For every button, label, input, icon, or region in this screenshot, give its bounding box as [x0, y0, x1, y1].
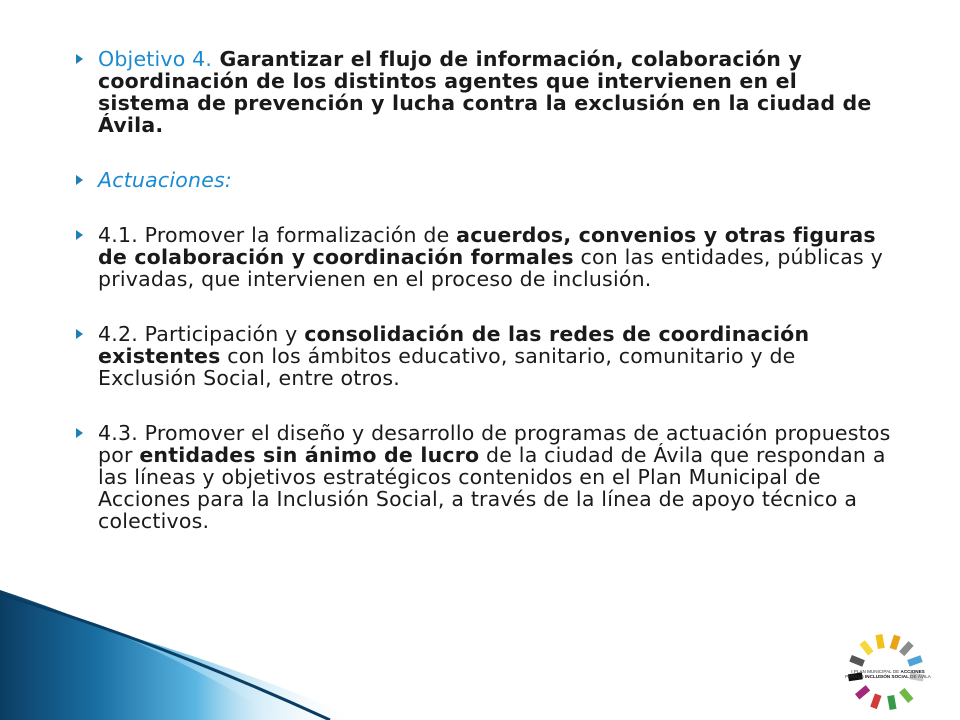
decorative-swoosh: [0, 590, 960, 720]
bullet-arrow-icon: [76, 54, 83, 64]
action-item-4-3: [74, 422, 894, 532]
action-item-4-2: [74, 323, 894, 389]
action-bold: acuerdos, convenios y otras figuras de colaboración y coordinación formales: [98, 223, 876, 269]
bullet-arrow-icon: [76, 230, 83, 240]
bullet-arrow-icon: [76, 175, 83, 185]
action-item-4-1: [74, 224, 894, 290]
objective-text: Garantizar el flujo de información, colaboración y coordinación de los distintos agentes que intervienen en el sistema de prevención y lucha contra la exclusión en la ciudad de Ávila.: [98, 47, 872, 137]
action-bold: entidades sin ánimo de lucro: [139, 443, 480, 467]
plan-logo: [836, 632, 936, 712]
objective-item: [74, 48, 894, 136]
actions-heading-item: [74, 169, 894, 191]
action-text: 4.1. Promover la formalización de: [98, 223, 457, 247]
actions-heading: Actuaciones:: [98, 168, 232, 192]
action-text: con los ámbitos educativo, sanitario, comunitario y de Exclusión Social, entre otros.: [98, 344, 796, 390]
bullet-arrow-icon: [76, 329, 83, 339]
action-text: con las entidades, públicas y privadas, que intervienen en el proceso de inclusión.: [98, 245, 883, 291]
action-text: 4.3. Promover el diseño y desarrollo de programas de actuación propuestos por: [98, 421, 891, 467]
objective-label: Objetivo 4.: [98, 47, 213, 71]
action-bold: consolidación de las redes de coordinación existentes: [98, 322, 810, 368]
content: [74, 48, 894, 532]
logo-text: I PLAN MUNICIPAL DE ACCIONES PARA LA INCLUSIÓN SOCIAL DE ÁVILA: [845, 669, 931, 680]
bullet-arrow-icon: [76, 428, 83, 438]
action-text: 4.2. Participación y: [98, 322, 305, 346]
action-text: de la ciudad de Ávila que respondan a las líneas y objetivos estratégicos contenidos en el Plan Municipal de Acciones para la Inclusión Social, a través de la línea de apoyo técnico a colectivos.: [98, 443, 886, 533]
